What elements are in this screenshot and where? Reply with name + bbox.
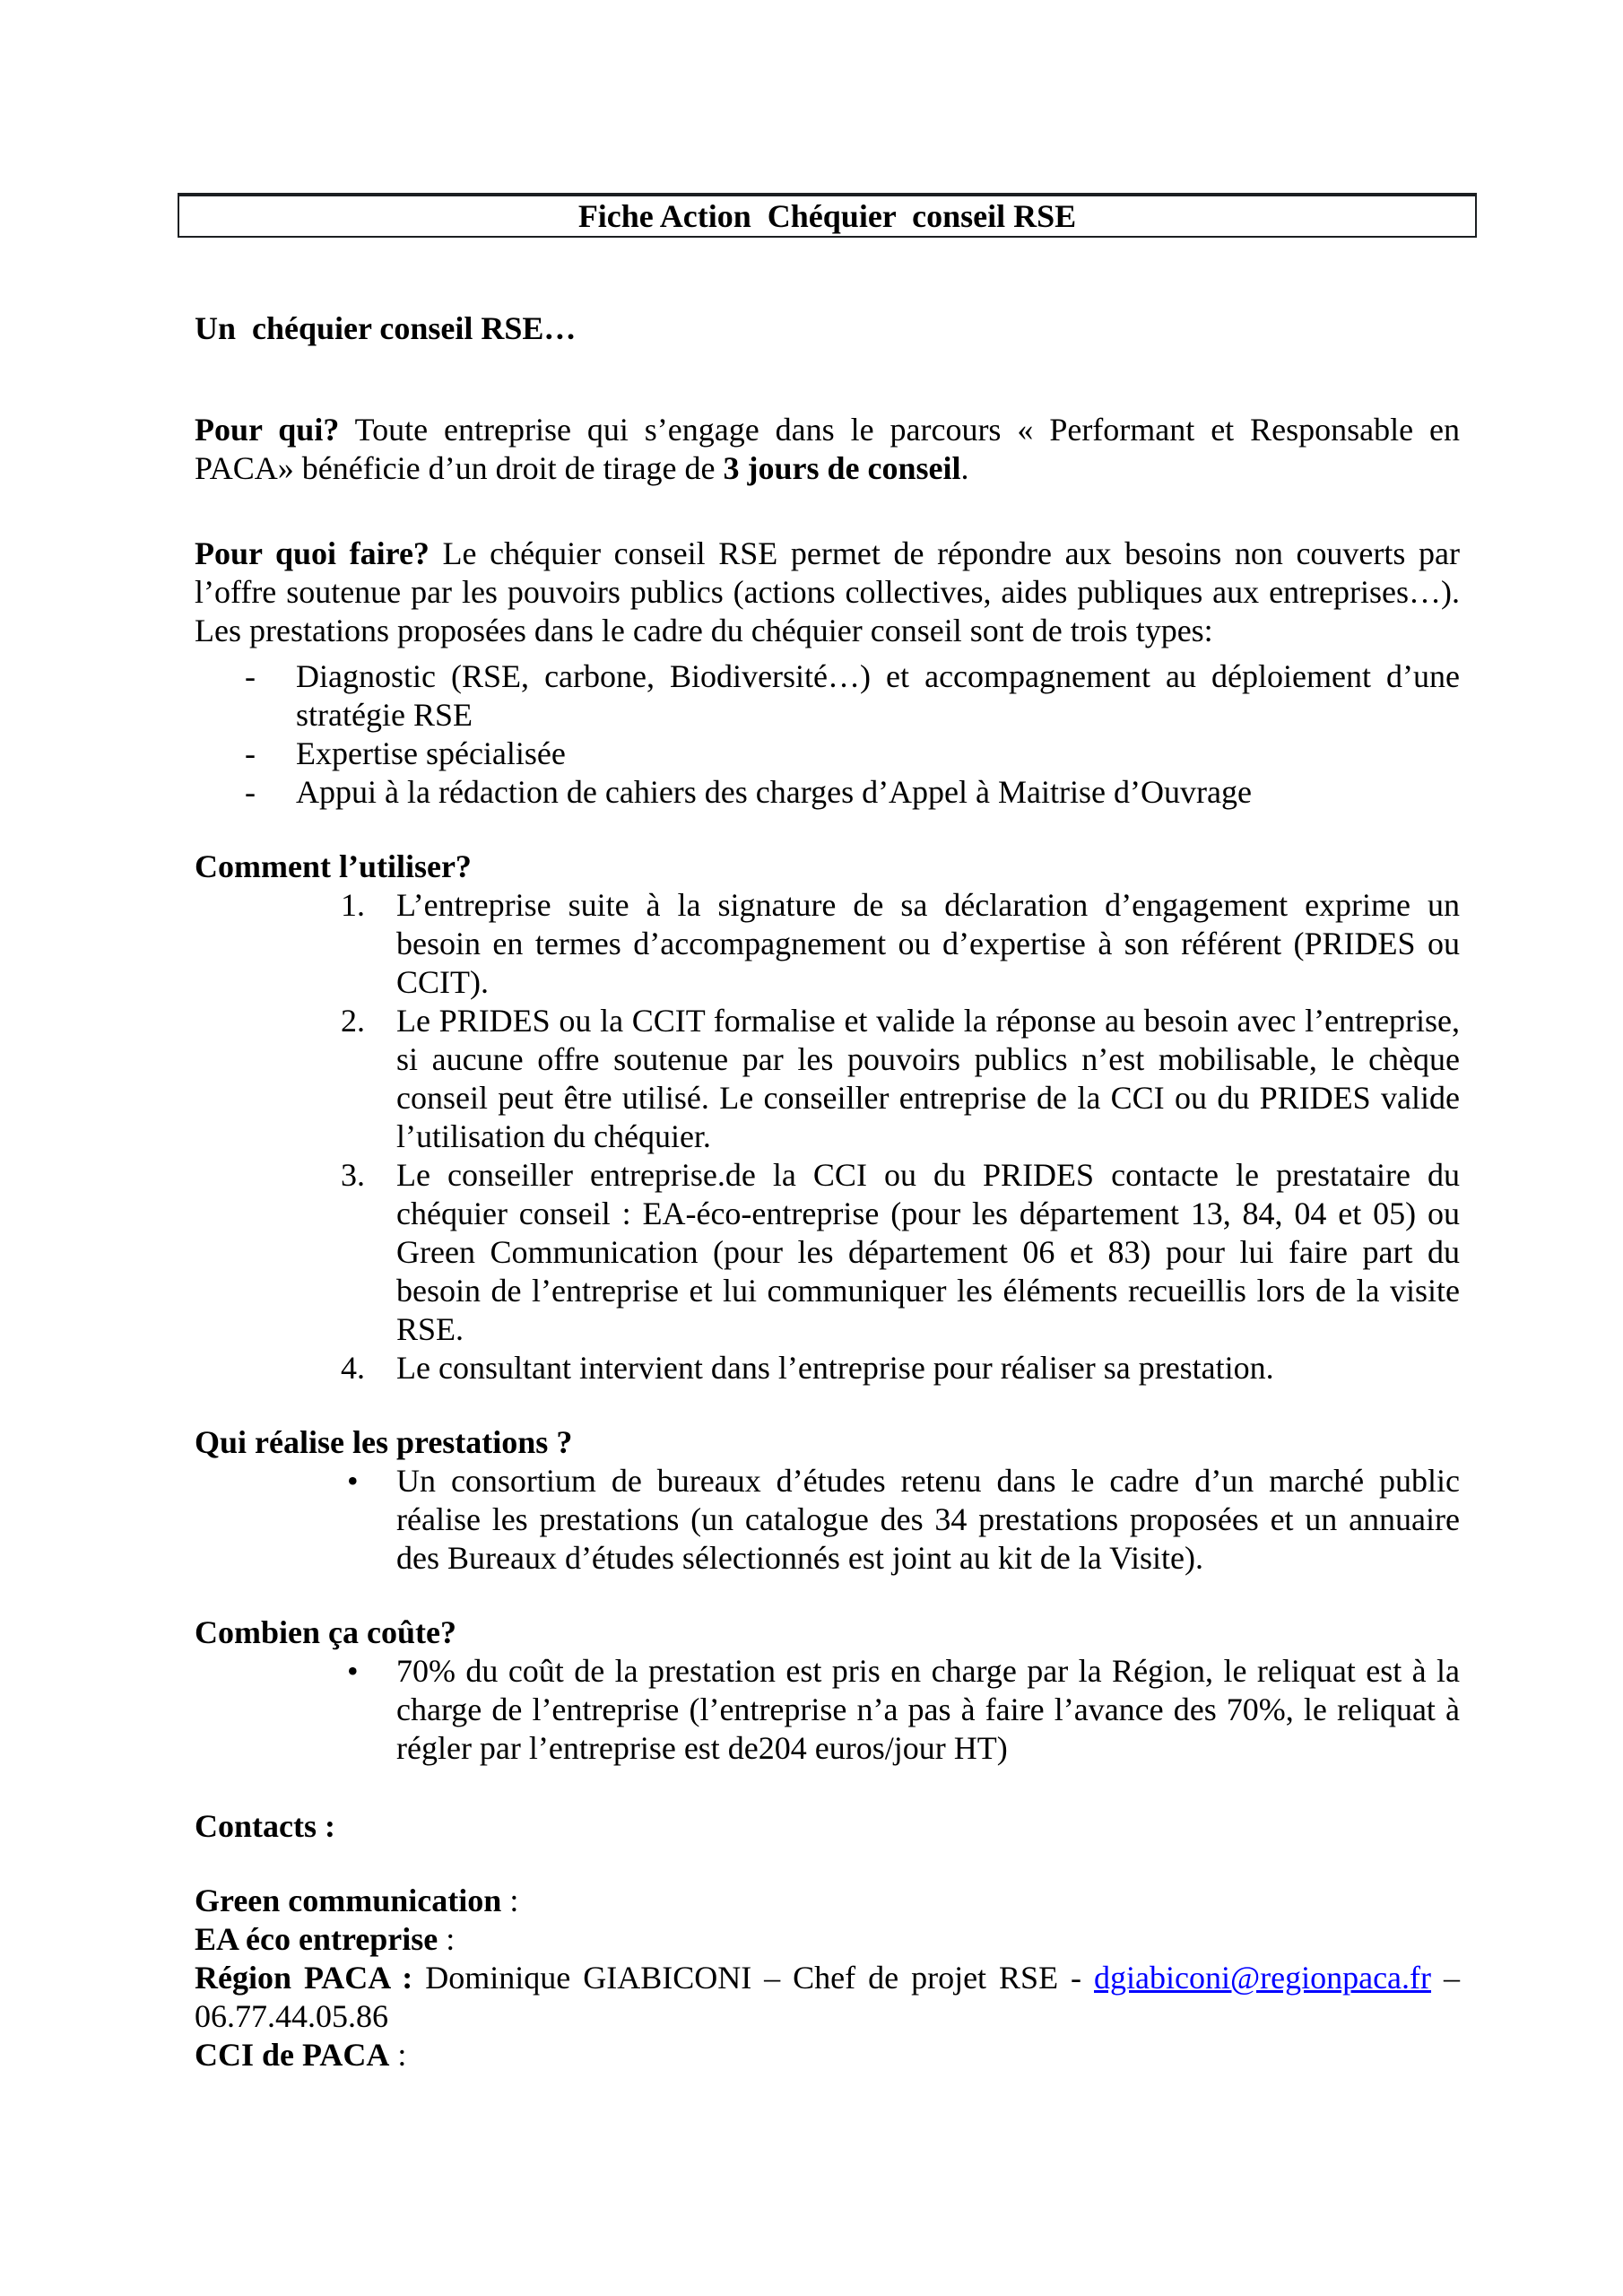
contact-separator: : [438,1921,456,1957]
contact-region-paca [195,1959,1460,2036]
numbered-item [195,1349,1460,1387]
numbered-item [195,1156,1460,1349]
prestation-types-list [195,657,1460,812]
number-marker: 1. [341,887,365,923]
contact-phone: – 06.77.44.05.86 [195,1960,1460,2034]
combien-list [195,1652,1460,1768]
pour-quoi-text: Le chéquier conseil RSE permet de répondre aux besoins non couverts par l’offre soutenue par les pouvoirs publics (actions collectives, aides publiques aux entreprises…). Les prestations proposées dans le cadre du chéquier conseil sont de trois types: [195,535,1460,648]
combien-heading: Combien ça coûte? [195,1614,456,1650]
list-item-text: Appui à la rédaction de cahiers des charges d’Appel à Maitrise d’Ouvrage [296,774,1252,810]
contacts-heading: Contacts : [195,1808,335,1844]
contact-name: EA éco entreprise [195,1921,438,1957]
numbered-item [195,886,1460,1002]
contact-green-communication [195,1882,1460,1920]
dash-bullet: - [245,658,256,694]
contact-name: Green communication [195,1883,502,1918]
contact-separator: : [501,1883,519,1918]
contact-separator: : [389,2037,407,2073]
pour-quoi-label: Pour quoi faire? [195,535,430,571]
number-marker: 3. [341,1157,365,1193]
pour-qui-tail: . [960,450,969,486]
contact-name: CCI de PACA [195,2037,390,2073]
contact-ea-eco-entreprise [195,1920,1460,1959]
bullet-item-text: 70% du coût de la prestation est pris en charge par la Région, le reliquat est à la charge de l’entreprise (l’entreprise n’a pas à faire l’avance des 70%, le reliquat à régler par l’entreprise est de204 euros/jour HT) [396,1653,1460,1766]
qui-realise-list [195,1462,1460,1578]
list-item [195,657,1460,735]
comment-utiliser-heading: Comment l’utiliser? [195,848,472,884]
qui-realise-heading: Qui réalise les prestations ? [195,1424,573,1460]
dash-bullet: - [245,735,256,771]
bullet-marker: • [347,1463,359,1499]
list-item-text: Expertise spécialisée [296,735,566,771]
contact-cci-paca [195,2036,1460,2074]
pour-quoi-paragraph [195,535,1460,650]
bullet-item [195,1462,1460,1578]
numbered-item-text: Le conseiller entreprise.de la CCI ou du PRIDES contacte le prestataire du chéquier conseil : EA-éco-entreprise (pour les département 13, 84, 04 et 05) ou Green Communication (pour les département 06 et 83) pour lui faire part du besoin de l’entreprise et lui communiquer les éléments recueillis lors de la visite RSE. [396,1157,1460,1347]
numbered-item-text: Le consultant intervient dans l’entreprise pour réaliser sa prestation. [396,1350,1274,1386]
numbered-item [195,1002,1460,1156]
list-item-text: Diagnostic (RSE, carbone, Biodiversité…) et accompagnement au déploiement d’une stratégie RSE [296,658,1460,733]
comment-utiliser-steps [195,886,1460,1387]
intro-heading: Un chéquier conseil RSE… [195,310,577,346]
pour-qui-paragraph [195,411,1460,488]
bullet-marker: • [347,1653,359,1689]
list-item [195,773,1460,812]
bullet-item [195,1652,1460,1768]
bullet-item-text: Un consortium de bureaux d’études retenu dans le cadre d’un marché public réalise les prestations (un catalogue des 34 prestations proposées et un annuaire des Bureaux d’études sélectionnés est joint au kit de la Visite). [396,1463,1460,1576]
numbered-item-text: L’entreprise suite à la signature de sa déclaration d’engagement exprime un besoin en termes d’accompagnement ou d’expertise à son référent (PRIDES ou CCIT). [396,887,1460,1000]
title-box [178,193,1477,238]
pour-qui-bold-phrase: 3 jours de conseil [723,450,961,486]
contact-name: Région PACA : [195,1960,413,1996]
numbered-item-text: Le PRIDES ou la CCIT formalise et valide la réponse au besoin avec l’entreprise, si aucune offre soutenue par les pouvoirs publics n’est mobilisable, le chèque conseil peut être utilisé. Le conseiller entreprise de la CCI ou du PRIDES valide l’utilisation du chéquier. [396,1003,1460,1154]
email-link[interactable]: dgiabiconi@regionpaca.fr [1094,1960,1432,1996]
number-marker: 2. [341,1003,365,1039]
contact-detail: Dominique GIABICONI – Chef de projet RSE - [412,1960,1095,1996]
document-title: Fiche Action Chéquier conseil RSE [577,197,1077,234]
document-content [195,193,1460,2074]
list-item [195,735,1460,773]
pour-qui-label: Pour qui? [195,412,340,448]
dash-bullet: - [245,774,256,810]
number-marker: 4. [341,1350,365,1386]
pour-qui-text: Toute entreprise qui s’engage dans le parcours « Performant et Responsable en PACA» bénéficie d’un droit de tirage de [195,412,1460,486]
